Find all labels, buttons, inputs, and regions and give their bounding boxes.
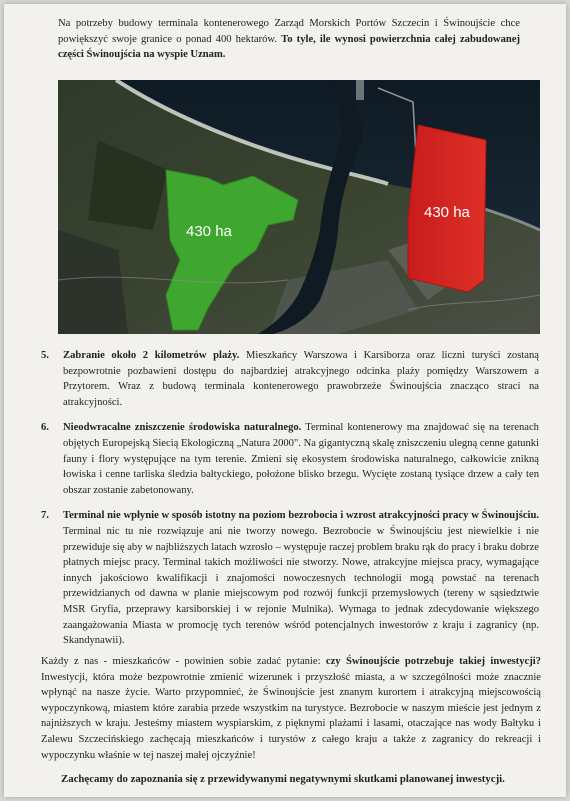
closing-lead: Każdy z nas - mieszkańców - powinien sobie zadać pytanie: [41,656,321,667]
intro-text: Na potrzeby budowy terminala kontenerowego Zarząd Morskich Portów Szczecin i Świnoujście chce powiększyć swoje granice o ponad 400 hektarów. [58,18,520,45]
document-page [4,4,566,797]
list-item-number: 5. [41,350,49,361]
list-item-body [63,508,539,648]
list-item-5 [41,348,539,410]
list-item-heading: Nieodwracalne zniszczenie środowiska naturalnego. [63,422,302,434]
list-item-body [63,348,539,410]
list-item-text: Mieszkańcy Warszowa i Karsiborza oraz liczni turyści zostaną bezpowrotnie pozbawieni dostępu do najbardziej atrakcyjnego odcinka plaży pomiędzy Warszowem a Przytorem. Wraz z budową terminala kontenerowego prawobrzeże Świnoujścia znacząco straci na atrakcyjności. [63,350,539,408]
intro-paragraph [58,16,520,63]
list-item-6 [41,420,539,498]
final-call-to-action: Zachęcamy do zapoznania się z przewidywanymi negatywnymi skutkami planowanej inwestycji. [61,773,505,785]
breakwater [356,80,364,100]
green-area-label: 430 ha [186,223,232,240]
list-item-7 [41,508,539,648]
closing-text: Inwestycji, która może bezpowrotnie zmienić wizerunek i przyszłość miasta, a w szczególności może znacznie wpłynąć na nasze życie. Warto przypomnieć, że Świnoujście jest znanym kurortem i atrakcyjną miejscowością wypoczynkową, miastem które zarabia przede wszystkim na turystyce. Bezrobocie w naszym mieście jest jednym z najniższych w kraju. Jesteśmy miastem wyspiarskim, z pięknymi plażami i lasami, otaczające nas wody Bałtyku i Zalewu Szczecińskiego zachęcają mieszkańców i turystów z całego kraju a także z zagranicy do rekreacji i wypoczynku właśnie w tej naszej małej ojczyźnie! [41,671,541,761]
aerial-map-photo [58,80,540,334]
list-item-heading: Terminal nie wpłynie w sposób istotny na poziom bezrobocia i wzrost atrakcyjności pracy w Świnoujściu. [63,510,539,522]
list-item-heading: Zabranie około 2 kilometrów plaży. [63,350,240,361]
list-item-body [63,420,539,498]
intro-bold-text: To tyle, ile wynosi powierzchnia całej zabudowanej części Świnoujścia na wyspie Uznam. [58,33,520,61]
closing-paragraph [41,654,541,763]
list-item-text: Terminal nic tu nie rozwiązuje ani nie tworzy nowego. Bezrobocie w Świnoujściu jest niewielkie i nie przewiduje się aby w najbliższych latach wzrosło – występuje raczej problem braku rąk do pracy i braku dobrze płatnych miejsc pracy. Terminal takich możliwości nie stworzy. Nowe, atrakcyjne miejsca pracy, wymagające innych jakościowo kwalifikacji i znajomości nowoczesnych technologii mogą powstać na terenach przewidzianych od dawna w planie miejscowym pod rozwój funkcji przemysłowych (tereny w sąsiedztwie MSR Gryfia, przeprawy karsiborskiej i w rejonie Mulnika). Wymaga to jednak zdecydowanie większego zaangażowania Miasta w promocję tych terenów wśród potencjalnych inwestorów z kraju i zagranicy (np. Skandynawii). [63,525,539,647]
list-item-number: 7. [41,510,49,522]
red-area-label: 430 ha [424,204,470,221]
list-item-number: 6. [41,422,49,434]
closing-question: czy Świnoujście potrzebuje takiej inwestycji? [325,656,541,667]
list-item-text: Terminal kontenerowy ma znajdować się na terenach objętych Europejską Siecią Ekologiczną „Natura 2000". Na gigantyczną skalę zniszczeniu ulegną cenne gatunki fauny i flory występujące na tym terenie. Zmieni się ekosystem środowiska naturalnego, całkowicie znikną łowiska i cenne tarliska śledzia bałtyckiego, położone blisko brzegu. Wycięte zostaną tysiące drzew a cały ten obszar zostanie zabetonowany. [63,422,539,496]
aerial-map-illustration [58,80,540,334]
numbered-list [41,348,539,659]
